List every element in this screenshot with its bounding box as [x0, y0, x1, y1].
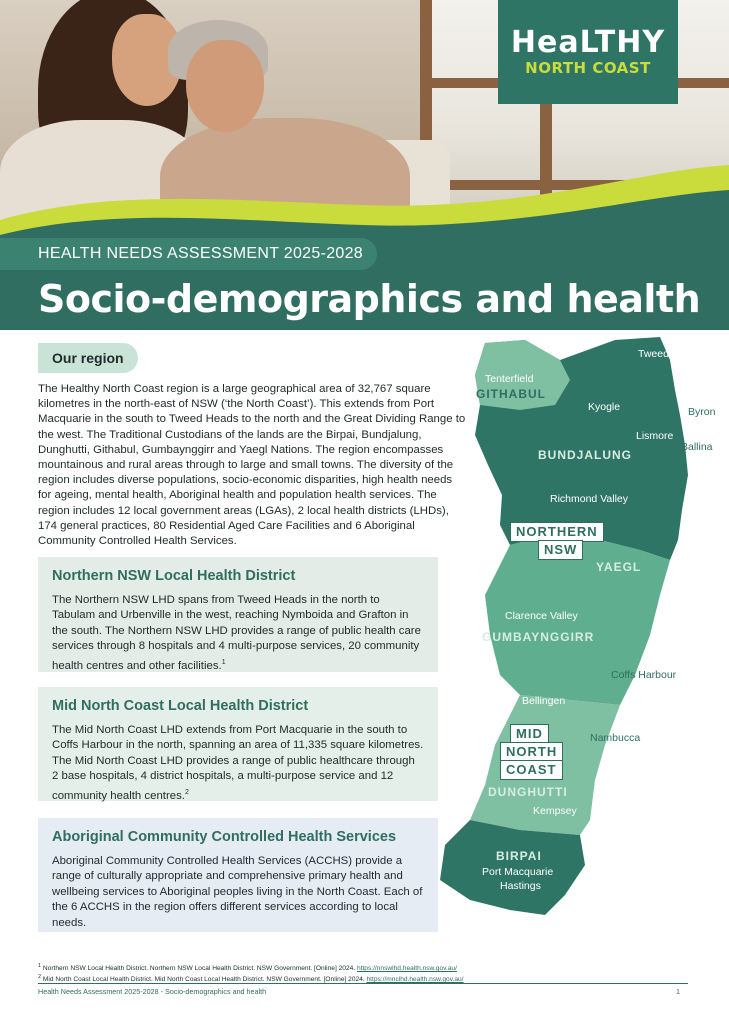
place-label: Richmond Valley [550, 493, 629, 505]
lhd-label-mid: MID [510, 724, 549, 744]
acchs-card [38, 818, 438, 932]
nation-label: DUNGHUTTI [488, 785, 568, 799]
footnote-ref: 1 [221, 658, 226, 666]
our-region-heading: Our region [38, 343, 138, 373]
footnote-2-link[interactable]: https://mnclhd.health.nsw.gov.au/ [366, 976, 464, 984]
place-label: Port Macquarie [482, 866, 554, 878]
person-2-face [186, 40, 264, 132]
lhd-label-nsw: NSW [538, 540, 583, 560]
lhd-label-northern: NORTHERN [510, 522, 604, 542]
footnote-ref: 2 [184, 788, 189, 796]
nation-label: GUMBAYNGGIRR [482, 630, 595, 644]
page-number: 1 [676, 987, 680, 996]
mid-north-coast-lhd-card [38, 687, 438, 801]
footnotes [38, 962, 698, 984]
card-heading: Mid North Coast Local Health District [52, 698, 309, 714]
footer-document-title: Health Needs Assessment 2025-2028 - Socio-demographics and health [38, 987, 267, 996]
place-label: Byron [688, 406, 716, 418]
place-label: Clarence Valley [505, 610, 578, 622]
nation-label: BUNDJALUNG [538, 448, 632, 462]
footer-divider [38, 983, 688, 984]
card-body: The Northern NSW LHD spans from Tweed Heads in the north to Tabulam and Urbenville in the west, reaching Nymboida and Grafton in the south. The Northern NSW LHD provides a range of public health care services through 8 hospitals and 4 multi-purpose services, 20 community health centres and other facilities.$^1$ [52, 594, 421, 672]
place-label: Nambucca [590, 732, 641, 744]
place-label: Bellingen [522, 695, 566, 707]
document-subtitle: HEALTH NEEDS ASSESSMENT 2025-2028 [0, 238, 377, 270]
card-heading: Northern NSW Local Health District [52, 568, 296, 584]
card-heading: Aboriginal Community Controlled Health Services [52, 829, 397, 845]
place-label: Kempsey [533, 805, 577, 817]
our-region-paragraph: The Healthy North Coast region is a large geographical area of 32,767 square kilometres in the north-east of NSW (‘the North Coast’). This extends from Port Macquarie in the south to Tweed Heads to the north and the Great Dividing Range to the west. The Traditional Custodians of the lands are the Birpai, Bundjalung, Dunghutti, Githabul, Gumbaynggirr and Yaegl Nations. The region encompasses mountainous and rural areas through to large and small towns. The diversity of the region includes diverse populations, socio-economic disparities, high health needs for ageing, mental health, Aboriginal health and population health services. The region includes 12 local government areas (LGAs), 2 local health districts (LHDs), 174 general practices, 80 Residential Aged Care Facilities and 6 Aboriginal Community Controlled Health Services. [38, 383, 466, 548]
page-title: Socio-demographics and health [38, 277, 701, 321]
lhd-label-north: NORTH [500, 742, 563, 762]
nation-label: BIRPAI [496, 849, 542, 863]
place-label: Tenterfield [485, 373, 534, 385]
card-body: Aboriginal Community Controlled Health Services (ACCHS) provide a range of culturally appropriate and comprehensive primary health and wellbeing services to Aboriginal peoples living in the North Coast. Each of the 6 ACCHS in the region offers different services according to local needs. [52, 855, 423, 929]
lhd-label-coast: COAST [500, 760, 563, 780]
card-body: The Mid North Coast LHD extends from Port Macquarie in the south to Coffs Harbour in the north, spanning an area of 11,335 square kilometres. The Mid North Coast LHD provides a range of public healthcare through 2 base hospitals, 4 district hospitals, a multi-purpose service and 12 community health centres.$^2$ [52, 724, 424, 802]
place-label: Ballina [681, 441, 713, 453]
place-label: Kyogle [588, 401, 621, 413]
footnote-2: $^2$ Mid North Coast Local Health District. Mid North Coast Local Health District. NSW Government. [Online] 2024. https://mnclhd.health.nsw.gov.au/ [38, 974, 464, 984]
place-label: Hastings [500, 880, 541, 892]
region-map [430, 335, 729, 925]
place-label: Lismore [636, 430, 674, 442]
place-label: Tweed [638, 348, 669, 360]
nation-label: GITHABUL [476, 387, 546, 401]
healthy-north-coast-logo [498, 0, 678, 104]
footnote-1: $^1$ Northern NSW Local Health District. Northern NSW Local Health District. NSW Government. [Online] 2024. https://nnswlhd.health.nsw.gov.au/ [38, 963, 457, 973]
northern-nsw-lhd-card [38, 557, 438, 672]
logo-line-2: NORTH COAST [525, 59, 651, 77]
place-label: Coffs Harbour [611, 669, 677, 681]
footnote-1-link[interactable]: https://nnswlhd.health.nsw.gov.au/ [356, 965, 457, 973]
nation-label: YAEGL [596, 560, 642, 574]
logo-line-1: HeaLTHY [510, 25, 666, 60]
